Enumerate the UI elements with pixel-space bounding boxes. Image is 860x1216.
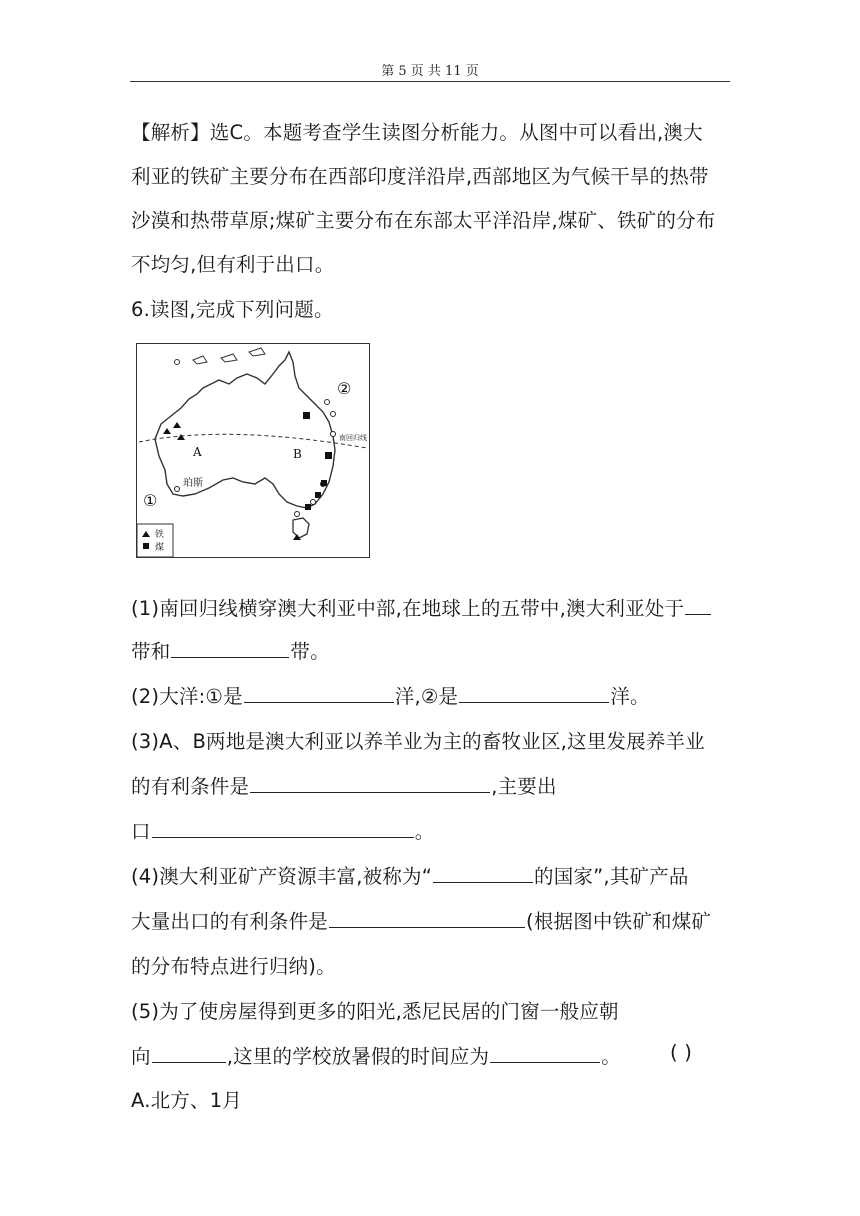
answer-blank[interactable] [244,701,394,703]
q4-line-3: 的分布特点进行归纳)。 [131,955,336,978]
q3-line-2: 的有利条件是 ,主要出 [131,775,557,798]
answer-blank[interactable] [329,926,525,928]
q4-line-1: (4)澳大利亚矿产资源丰富,被称为“ 的国家”,其矿产品 [131,865,689,888]
q5-line-2: 向 ,这里的学校放暑假的时间应为 。 [131,1045,621,1068]
answer-blank[interactable] [250,791,490,793]
coal-mark [305,504,311,510]
australia-map [136,343,370,558]
region-label-a: A [193,445,202,459]
tasmania-outline [293,518,309,538]
question-stem: 6.读图,完成下列问题。 [131,298,334,321]
answer-blank[interactable] [171,656,289,658]
city-label-perth: 珀斯 [183,478,203,489]
region-label-b: B [293,447,302,461]
q1-line-2: 带和 带。 [131,640,330,663]
analysis-line-1: 【解析】选C。本题考查学生读图分析能力。从图中可以看出,澳大 [131,121,703,144]
australia-outline [155,352,335,508]
q4-line-2: 大量出口的有利条件是 (根据图中铁矿和煤矿 [131,910,712,933]
ocean-label-1: ① [143,491,158,510]
coal-mark [315,492,321,498]
tropic-label: 南回归线 [339,434,367,442]
iron-mark [163,428,171,434]
answer-blank[interactable] [152,1061,226,1063]
analysis-line-4: 不均匀,但有利于出口。 [131,253,335,276]
answer-blank[interactable] [490,1061,600,1063]
analysis-line-3: 沙漠和热带草原;煤矿主要分布在东部太平洋沿岸,煤矿、铁矿的分布 [131,209,716,232]
q2-line: (2)大洋:①是 洋,②是 洋。 [131,685,650,708]
answer-blank[interactable] [152,836,414,838]
coal-mark [321,480,327,486]
option-a: A.北方、1月 [131,1089,243,1112]
iron-mark [173,422,181,428]
coal-mark [325,452,332,459]
page-header: 第 5 页 共 11 页 [381,64,479,79]
q5-line-1: (5)为了使房屋得到更多的阳光,悉尼民居的门窗一般应朝 [131,1000,619,1023]
header-rule [130,81,730,82]
analysis-line-2: 利亚的铁矿主要分布在西部印度洋沿岸,西部地区为气候干旱的热带 [131,165,709,188]
q1-line-1: (1)南回归线横穿澳大利亚中部,在地球上的五带中,澳大利亚处于 [131,593,712,621]
q3-line-1: (3)A、B两地是澳大利亚以养羊业为主的畜牧业区,这里发展养羊业 [131,730,705,753]
coal-mark [303,412,310,419]
answer-blank[interactable] [433,881,533,883]
q3-line-3: 口 。 [131,820,435,843]
ocean-label-2: ② [337,379,352,398]
answer-parentheses[interactable]: ( ) [670,1041,693,1064]
answer-blank[interactable] [459,701,609,703]
legend-iron-label: 铁 [155,530,165,540]
legend-coal-label: 煤 [155,543,165,553]
answer-blank[interactable] [685,613,711,615]
legend-coal-icon [143,543,149,549]
iron-mark [177,434,185,440]
